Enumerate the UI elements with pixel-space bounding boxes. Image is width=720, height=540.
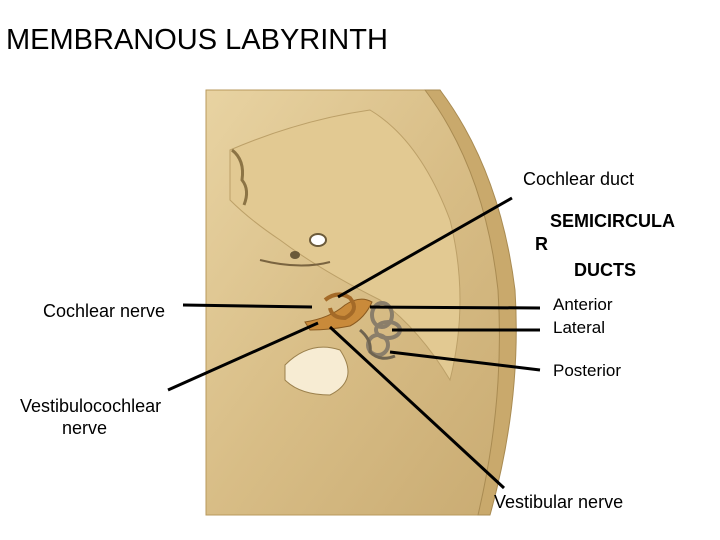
label-cochlear-nerve: Cochlear nerve (43, 301, 166, 321)
label-vestibular-nerve: Vestibular nerve (494, 492, 624, 512)
label-vestibulocochlear-line2: nerve (62, 418, 108, 438)
label-lateral: Lateral (553, 318, 605, 337)
label-cochlear-duct: Cochlear duct (523, 169, 635, 189)
label-posterior: Posterior (553, 361, 622, 380)
label-vestibulocochlear-line1: Vestibulocochlear (20, 396, 162, 416)
label-semicircular-line2: R (535, 234, 548, 254)
label-semicircular-line1: SEMICIRCULA (550, 211, 675, 231)
leader-anterior (370, 307, 540, 308)
label-anterior: Anterior (553, 295, 613, 314)
page-title: MEMBRANOUS LABYRINTH (6, 24, 388, 56)
foramen (310, 234, 326, 246)
foramen (290, 251, 300, 259)
label-semicircular-line3: DUCTS (574, 260, 636, 280)
leader-cochlear-nerve (183, 305, 312, 307)
